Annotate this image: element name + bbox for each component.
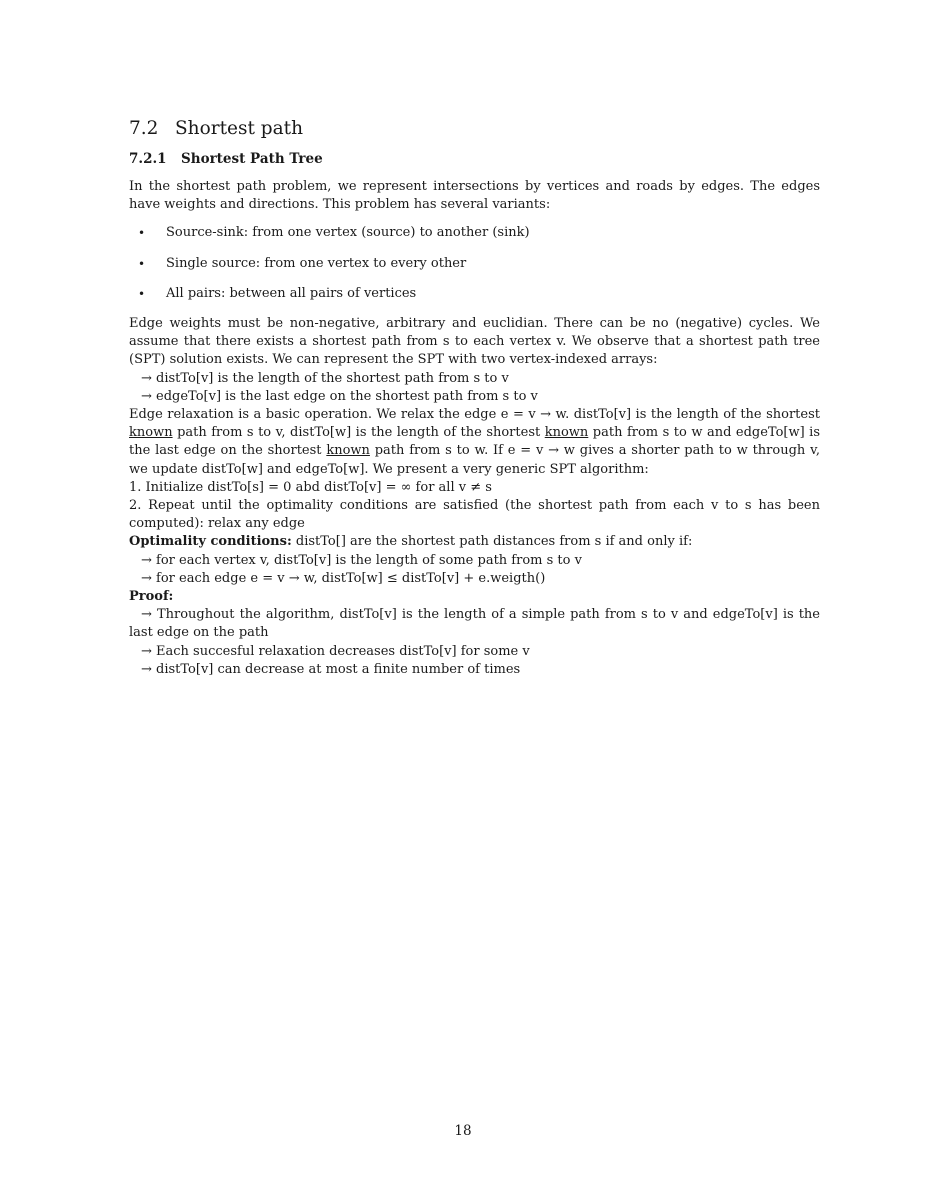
proof-item: → distTo[v] can decrease at most a finite number of times [141, 661, 521, 677]
proof-item: → Each succesful relaxation decreases distTo[v] for some v [141, 643, 530, 659]
page-number: 18 [454, 1123, 472, 1139]
section-heading [129, 116, 820, 142]
subsection-number: 7.2.1 [129, 151, 167, 167]
bullet-icon: • [138, 256, 146, 271]
algorithm-step-1: 1. Initialize distTo[s] = 0 abd distTo[v] = ∞ for all v ≠ s [129, 479, 492, 495]
array-item-distto: → distTo[v] is the length of the shortest path from s to v [141, 370, 509, 386]
section-number: 7.2 [129, 118, 159, 139]
subsection-heading [129, 150, 820, 168]
proof-item: → Throughout the algorithm, distTo[v] is the length of a simple path from s to v and edgeTo[v] is the last edge on the path [129, 607, 820, 641]
section-title: Shortest path [175, 118, 303, 139]
bullet-icon: • [138, 226, 146, 241]
optimality-item: → for each vertex v, distTo[v] is the length of some path from s to v [141, 552, 582, 568]
page-content [129, 110, 820, 679]
array-item-edgeto: → edgeTo[v] is the last edge on the shortest path from s to v [141, 388, 538, 404]
optimality-item: → for each edge e = v → w, distTo[w] ≤ distTo[v] + e.weigth() [141, 570, 546, 586]
list-item: • Source-sink: from one vertex (source) to another (sink) [129, 224, 820, 242]
list-item: • Single source: from one vertex to every other [129, 255, 820, 273]
variants-list [129, 224, 820, 303]
algorithm-step-2: 2. Repeat until the optimality conditions are satisfied (the shortest path from each v to s has been computed): relax any edge [129, 498, 820, 532]
optimality-label: Optimality conditions: [129, 534, 292, 550]
optimality-heading: Optimality conditions: distTo[] are the shortest path distances from s if and only if: [129, 534, 693, 550]
relaxation-paragraph: Edge relaxation is a basic operation. We relax the edge e = v → w. distTo[v] is the length of the shortest known path from s to v, distTo[w] is the length of the shortest known path from s to w and edgeTo[w] is the last edge on the shortest known path from s to w. If e = v → w gives a shorter path to w through v, we update distTo[w] and edgeTo[w]. We present a very generic SPT algorithm: [129, 407, 821, 477]
assumptions-paragraph: Edge weights must be non-negative, arbitrary and euclidian. There can be no (negative) cycles. We assume that there exists a shortest path from s to each vertex v. We observe that a shortest path tree (SPT) solution exists. We can represent the SPT with two vertex-indexed arrays: [129, 316, 820, 368]
intro-paragraph: In the shortest path problem, we represent intersections by vertices and roads by edges. The edges have weights and directions. This problem has several variants: [129, 179, 820, 213]
subsection-title: Shortest Path Tree [181, 151, 323, 167]
list-item: • All pairs: between all pairs of vertices [129, 285, 820, 303]
proof-label: Proof: [129, 589, 174, 605]
bullet-icon: • [138, 286, 146, 301]
